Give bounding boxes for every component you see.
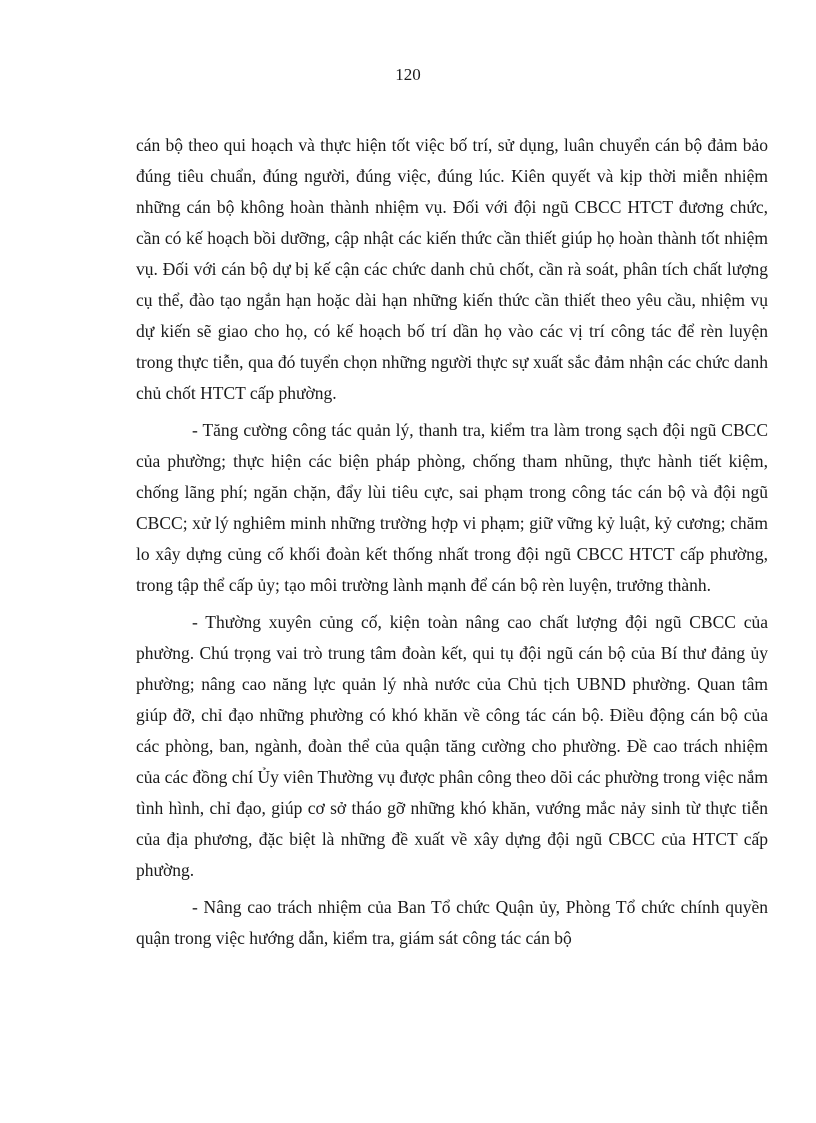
paragraph-management-inspection: - Tăng cường công tác quản lý, thanh tra, kiểm tra làm trong sạch đội ngũ CBCC của phường; thực hiện các biện pháp phòng, chống tham nhũng, thực hành tiết kiệm, chống lãng phí; ngăn chặn, đẩy lùi tiêu cực, sai phạm trong công tác cán bộ và đội ngũ CBCC; xử lý nghiêm minh những trường hợp vi phạm; giữ vững kỷ luật, kỷ cương; chăm lo xây dựng củng cố khối đoàn kết thống nhất trong đội ngũ CBCC HTCT cấp phường, trong tập thể cấp ủy; tạo môi trường lành mạnh để cán bộ rèn luyện, trưởng thành. — [136, 420, 768, 595]
page-number: 120 — [395, 65, 421, 84]
paragraph-consolidate-quality: - Thường xuyên củng cố, kiện toàn nâng cao chất lượng đội ngũ CBCC của phường. Chú trọng vai trò trung tâm đoàn kết, qui tụ đội ngũ cán bộ của Bí thư đảng ủy phường; nâng cao năng lực quản lý nhà nước của Chủ tịch UBND phường. Quan tâm giúp đỡ, chỉ đạo những phường có khó khăn về công tác cán bộ. Điều động cán bộ của các phòng, ban, ngành, đoàn thể của quận tăng cường cho phường. Đề cao trách nhiệm của các đồng chí Ủy viên Thường vụ được phân công theo dõi các phường trong việc nắm tình hình, chỉ đạo, giúp cơ sở tháo gỡ những khó khăn, vướng mắc nảy sinh từ thực tiễn của địa phương, đặc biệt là những đề xuất về xây dựng đội ngũ CBCC của HTCT cấp phường. — [136, 612, 768, 880]
paragraph-continuation: cán bộ theo qui hoạch và thực hiện tốt việc bố trí, sử dụng, luân chuyển cán bộ đảm bảo đúng tiêu chuẩn, đúng người, đúng việc, đúng lúc. Kiên quyết và kịp thời miễn nhiệm những cán bộ không hoàn thành nhiệm vụ. Đối với đội ngũ CBCC HTCT đương chức, cần có kế hoạch bồi dưỡng, cập nhật các kiến thức cần thiết giúp họ hoàn thành tốt nhiệm vụ. Đối với cán bộ dự bị kế cận các chức danh chủ chốt, cần rà soát, phân tích chất lượng cụ thể, đào tạo ngắn hạn hoặc dài hạn những kiến thức cần thiết theo yêu cầu, nhiệm vụ dự kiến sẽ giao cho họ, có kế hoạch bố trí dần họ vào các vị trí công tác để rèn luyện trong thực tiễn, qua đó tuyển chọn những người thực sự xuất sắc đảm nhận các chức danh chủ chốt HTCT cấp phường. — [136, 135, 768, 403]
paragraph-responsibility: - Nâng cao trách nhiệm của Ban Tổ chức Quận ủy, Phòng Tổ chức chính quyền quận trong việc hướng dẫn, kiểm tra, giám sát công tác cán bộ — [136, 897, 768, 948]
document-body — [136, 130, 768, 960]
